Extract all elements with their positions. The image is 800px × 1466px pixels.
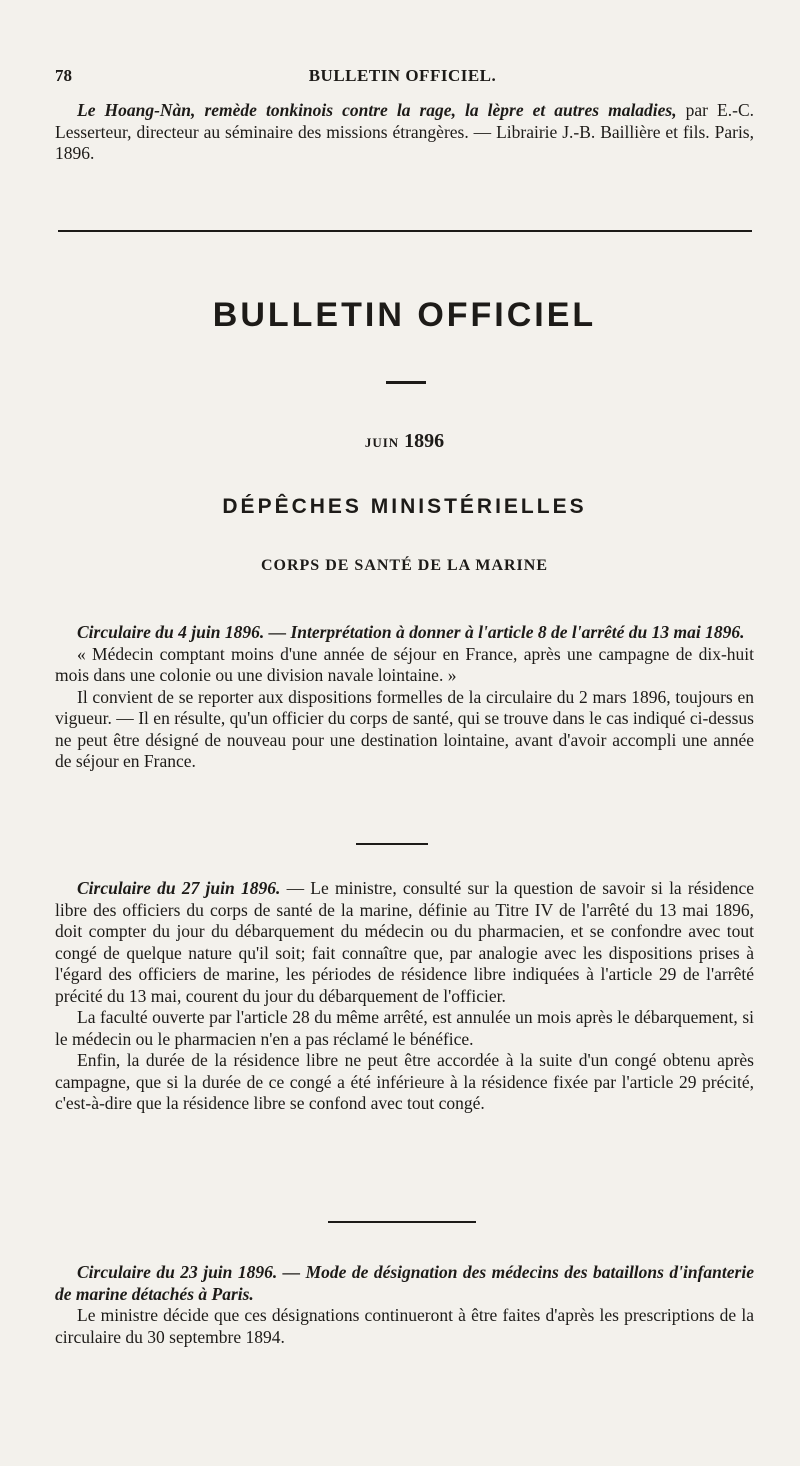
circular-1-paragraph: « Médecin comptant moins d'une année de séjour en France, après une campagne de dix-huit mois dans une colonie ou une division navale lointaine. » bbox=[55, 643, 754, 685]
section-title: DÉPÊCHES MINISTÉRIELLES bbox=[222, 495, 587, 518]
main-title: BULLETIN OFFICIEL bbox=[212, 296, 597, 334]
issue-year: 1896 bbox=[404, 430, 445, 452]
divider-rule bbox=[58, 230, 752, 232]
notice-title: Le Hoang-Nàn, remède tonkinois contre la rage, la lèpre et autres maladies, bbox=[77, 100, 677, 120]
notice-details: par E.-C. Lesserteur, directeur au séminaire des missions étrangères. — Librairie J.-B. Baillière et fils. Paris, 1896. bbox=[55, 100, 754, 163]
subsection-title: CORPS DE SANTÉ DE LA MARINE bbox=[260, 557, 549, 574]
issue-month: JUIN bbox=[364, 435, 400, 450]
running-title: BULLETIN OFFICIEL. bbox=[308, 66, 497, 85]
circular-3-paragraph: Le ministre décide que ces désignations continueront à être faites d'après les prescriptions de la circulaire du 30 septembre 1894. bbox=[55, 1305, 754, 1347]
circular-2-paragraph: La faculté ouverte par l'article 28 du même arrêté, est annulée un mois après le débarquement, si le médecin ou le pharmacien n'en a pas réclamé le bénéfice. bbox=[55, 1007, 754, 1049]
circular-2 bbox=[55, 878, 754, 1115]
circular-2-intro: — Le ministre, consulté sur la question de savoir si la résidence libre des officiers du corps de santé de la marine, définie au Titre IV de l'arrêté du 13 mai 1896, doit compter du jour du débarquement du médecin ou du pharmacien, et se confondre avec tout congé de quelque nature qu'il soit; fait connaître que, par analogie avec les dispositions prises à l'égard des officiers de marine, les périodes de résidence libre indiquées à l'article 29 de l'arrêté précité du 13 mai, courent du jour du débarquement de l'officier. bbox=[55, 878, 754, 1006]
circular-1 bbox=[55, 622, 754, 773]
issue-date bbox=[55, 430, 754, 453]
title-dash bbox=[386, 381, 426, 384]
running-header bbox=[55, 66, 750, 92]
bibliography-notice bbox=[55, 100, 754, 165]
circular-1-heading: Circulaire du 4 juin 1896. — Interprétation à donner à l'article 8 de l'arrêté du 13 mai 1896. bbox=[77, 622, 745, 642]
separator-rule bbox=[356, 843, 428, 845]
circular-3-heading: Circulaire du 23 juin 1896. — Mode de désignation des médecins des bataillons d'infanterie de marine détachés à Paris. bbox=[55, 1262, 754, 1304]
circular-2-paragraph: Enfin, la durée de la résidence libre ne peut être accordée à la suite d'un congé obtenu après campagne, que si la durée de ce congé a été inférieure à la résidence fixée par l'article 29 précité, c'est-à-dire que la résidence libre se confond avec tout congé. bbox=[55, 1050, 754, 1113]
circular-2-heading: Circulaire du 27 juin 1896. bbox=[77, 878, 281, 898]
circular-3 bbox=[55, 1262, 754, 1348]
separator-rule bbox=[328, 1221, 476, 1223]
page-number: 78 bbox=[55, 66, 72, 85]
circular-1-paragraph: Il convient de se reporter aux dispositions formelles de la circulaire du 2 mars 1896, toujours en vigueur. — Il en résulte, qu'un officier du corps de santé, qui se trouve dans le cas indiqué ci-dessus ne peut être désigné de nouveau pour une destination lointaine, avant d'avoir accompli une année de séjour en France. bbox=[55, 686, 754, 771]
